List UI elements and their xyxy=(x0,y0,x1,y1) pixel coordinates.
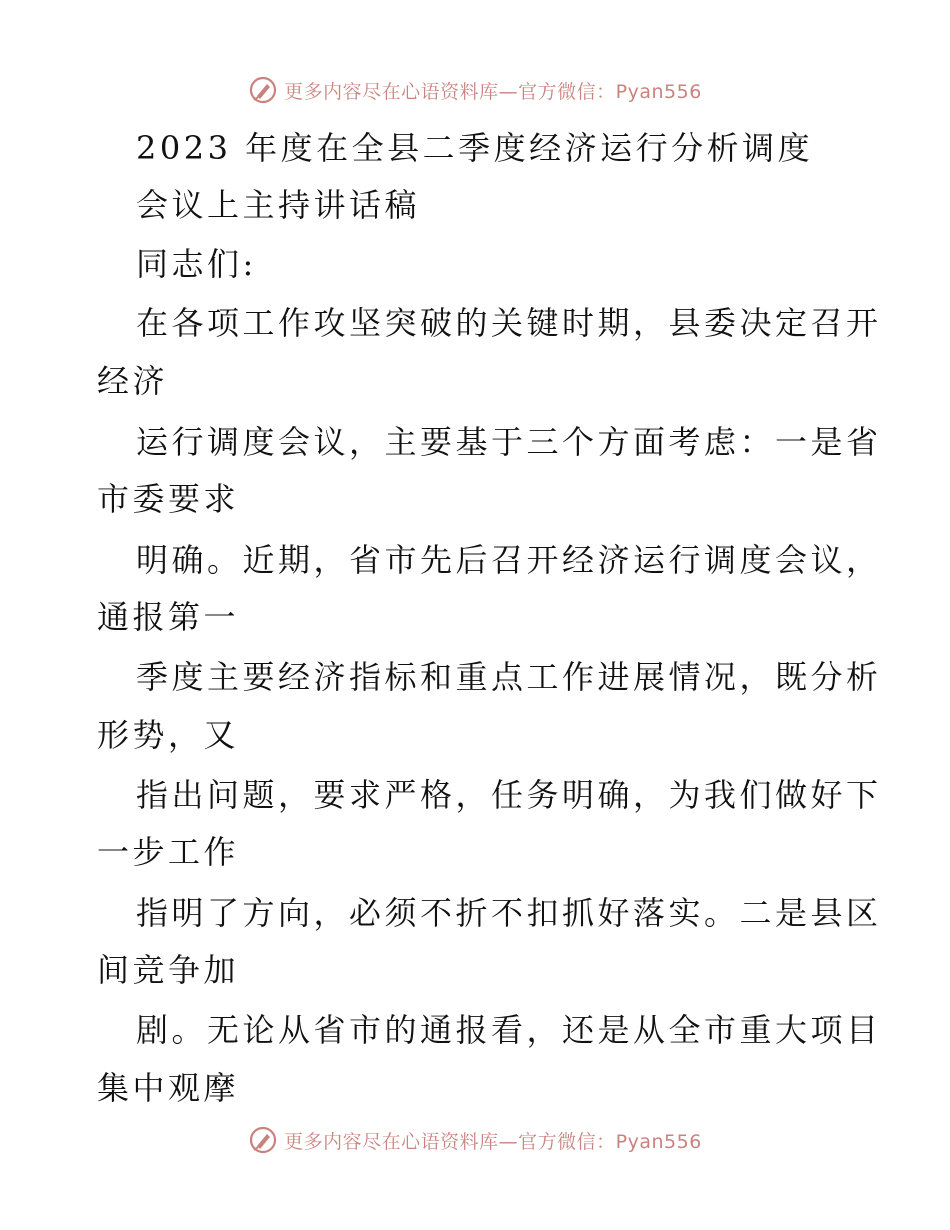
watermark-text: 更多内容尽在心语资料库—官方微信：Pyan556 xyxy=(284,1130,702,1153)
pen-in-circle-logo-icon xyxy=(248,75,278,105)
paragraph-line: 市委要求 xyxy=(97,480,240,518)
pen-in-circle-logo-icon xyxy=(248,1125,278,1155)
paragraph-line: 经济 xyxy=(97,362,169,400)
paragraph-line: 季度主要经济指标和重点工作进展情况，既分析 xyxy=(136,658,882,696)
watermark-text: 更多内容尽在心语资料库—官方微信：Pyan556 xyxy=(284,80,702,103)
title-line-1: 2023 年度在全县二季度经济运行分析调度 xyxy=(136,129,814,167)
paragraph-line: 指出问题，要求严格，任务明确，为我们做好下 xyxy=(136,776,882,814)
paragraph-line: 一步工作 xyxy=(97,833,240,871)
title-line-2: 会议上主持讲话稿 xyxy=(136,186,421,224)
paragraph-line: 指明了方向，必须不折不扣抓好落实。二是县区 xyxy=(136,894,882,932)
paragraph-line: 形势，又 xyxy=(97,716,240,754)
paragraph-line: 在各项工作攻坚突破的关键时期，县委决定召开 xyxy=(136,304,882,342)
paragraph-line: 间竞争加 xyxy=(97,951,240,989)
paragraph-line: 剧。无论从省市的通报看，还是从全市重大项目 xyxy=(136,1011,882,1049)
paragraph-line: 集中观摩 xyxy=(97,1069,240,1107)
paragraph-line: 运行调度会议，主要基于三个方面考虑：一是省 xyxy=(136,423,882,461)
paragraph-line: 明确。近期，省市先后召开经济运行调度会议， xyxy=(136,541,882,579)
salutation: 同志们: xyxy=(136,245,257,283)
paragraph-line: 通报第一 xyxy=(97,598,240,636)
footer-watermark xyxy=(0,1123,950,1157)
header-watermark xyxy=(0,73,950,107)
